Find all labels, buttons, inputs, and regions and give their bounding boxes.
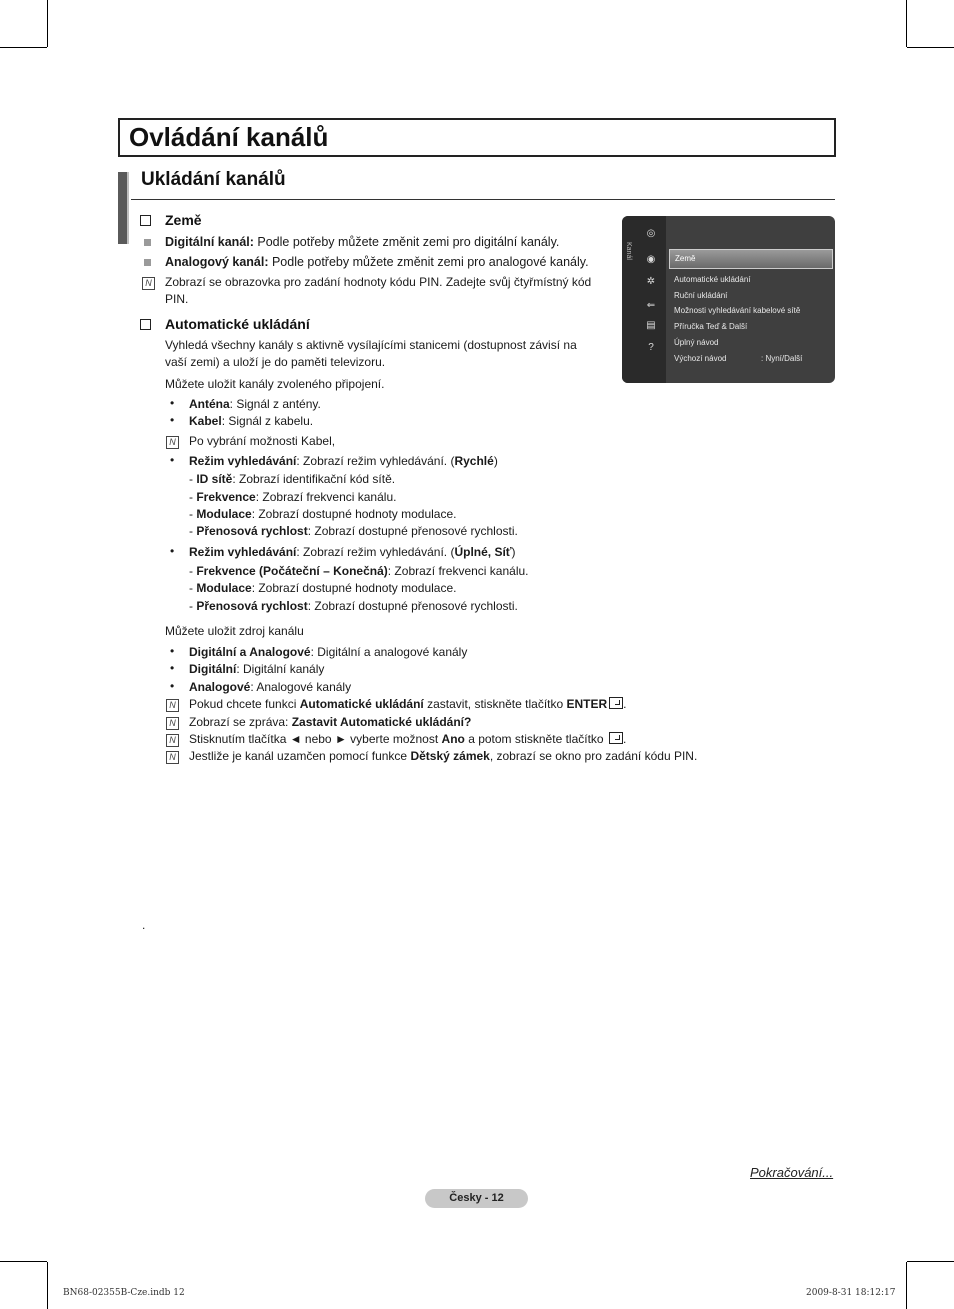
note-icon: N [166, 734, 179, 747]
bullet: • [170, 396, 175, 410]
auto-intro: Vyhledá všechny kanály s aktivně vysílajícími stanicemi (dostupnost závisí na vaší zemi) a uloží je do paměti televizoru. [165, 338, 577, 369]
section-title: Ukládání kanálů [141, 169, 286, 190]
enter-icon [609, 697, 623, 709]
source-intro: Můžete uložit zdroj kanálu [165, 624, 304, 638]
tv-menu-item[interactable]: Příručka Teď & Další [674, 322, 748, 331]
crop-mark [907, 47, 954, 48]
auto-heading: Automatické ukládání [165, 316, 310, 332]
note-icon: N [142, 277, 155, 290]
note-icon: N [166, 751, 179, 764]
tv-menu-screenshot [622, 216, 835, 383]
network-id-item: - ID sítě: Zobrazí identifikační kód sítě. [189, 472, 396, 486]
enter-icon [609, 732, 623, 744]
select-yes-note: Stisknutím tlačítka ◄ nebo ► vyberte možnost Ano a potom stiskněte tlačítko . [189, 732, 627, 746]
bullet: • [170, 544, 175, 558]
square-bullet-icon [144, 259, 151, 266]
search-mode-quick: Režim vyhledávání: Zobrazí režim vyhledávání. (Rychlé) [189, 454, 498, 468]
channel-icon: ◉ [646, 254, 656, 265]
section-marker [118, 172, 127, 244]
tv-menu-item-value: : Nyní/Další [761, 354, 803, 363]
checkbox-icon [140, 215, 151, 226]
zeme-heading: Země [165, 212, 202, 228]
crop-mark [906, 0, 907, 47]
connection-intro: Můžete uložit kanály zvoleného připojení. [165, 377, 385, 391]
source-analog: Analogové: Analogové kanály [189, 680, 352, 694]
modulation-item-2: - Modulace: Zobrazí dostupné hodnoty modulace. [189, 581, 457, 595]
crop-mark [47, 1262, 48, 1309]
source-digital: Digitální: Digitální kanály [189, 662, 325, 676]
checkbox-icon [140, 319, 151, 330]
print-datetime: 2009-8-31 18:12:17 [806, 1288, 896, 1298]
tv-menu-item[interactable]: Možnosti vyhledávání kabelové sítě [674, 306, 801, 315]
zeme-analog-item: Analogový kanál: Podle potřeby můžete změnit zemi pro analogové kanály. [165, 255, 589, 269]
bullet: • [170, 644, 175, 658]
note-icon: N [166, 436, 179, 449]
crop-mark [47, 0, 48, 47]
section-rule [131, 199, 835, 200]
square-bullet-icon [144, 239, 151, 246]
tv-menu-item[interactable]: Výchozí návod [674, 354, 727, 363]
page-title-box [118, 118, 836, 157]
stop-message-note: Zobrazí se zpráva: Zastavit Automatické ukládání? [189, 715, 472, 729]
page-number-badge: Česky - 12 [425, 1189, 528, 1208]
support-icon: ? [648, 342, 654, 353]
bullet: • [170, 413, 175, 427]
frequency-item: - Frekvence: Zobrazí frekvenci kanálu. [189, 490, 397, 504]
child-lock-note: Jestliže je kanál uzamčen pomocí funkce Dětský zámek, zobrazí se okno pro zadání kódu PIN. [189, 749, 698, 763]
symbol-rate-item: - Přenosová rychlost: Zobrazí dostupné přenosové rychlosti. [189, 524, 518, 538]
modulation-item: - Modulace: Zobrazí dostupné hodnoty modulace. [189, 507, 457, 521]
crop-mark [0, 47, 47, 48]
tv-menu-item[interactable]: Automatické ukládání [674, 275, 751, 284]
picture-icon: ◎ [646, 228, 656, 239]
zeme-digital-item: Digitální kanál: Podle potřeby můžete změnit zemi pro digitální kanály. [165, 235, 560, 249]
input-icon: ⇐ [646, 300, 656, 311]
note-icon: N [166, 717, 179, 730]
antenna-item: Anténa: Signál z antény. [189, 397, 321, 411]
tv-menu-item[interactable]: Ruční ukládání [674, 291, 728, 300]
tv-menu-selected-item[interactable]: Země [669, 249, 833, 269]
cable-item: Kabel: Signál z kabelu. [189, 414, 314, 428]
frequency-range-item: - Frekvence (Počáteční – Konečná): Zobrazí frekvenci kanálu. [189, 564, 529, 578]
stray-dot: . [142, 918, 146, 932]
search-mode-full: Režim vyhledávání: Zobrazí režim vyhledávání. (Úplné, Síť) [189, 545, 516, 559]
cable-note: Po vybrání možnosti Kabel, [189, 434, 336, 448]
crop-mark [907, 1261, 954, 1262]
section-marker-shade [127, 172, 129, 244]
setup-icon: ✲ [646, 276, 656, 287]
stop-note: Pokud chcete funkci Automatické ukládání zastavit, stiskněte tlačítko ENTER . [189, 697, 627, 711]
print-file-name: BN68-02355B-Cze.indb 12 [63, 1288, 185, 1298]
crop-mark [0, 1261, 47, 1262]
continued-link: Pokračování... [750, 1165, 834, 1180]
bullet: • [170, 679, 175, 693]
bullet: • [170, 661, 175, 675]
bullet: • [170, 453, 175, 467]
zeme-note: Zobrazí se obrazovka pro zadání hodnoty kódu PIN. Zadejte svůj čtyřmístný kód PIN. [165, 275, 592, 306]
symbol-rate-item-2: - Přenosová rychlost: Zobrazí dostupné přenosové rychlosti. [189, 599, 518, 613]
tv-menu-side-label: Kanál [625, 242, 632, 260]
crop-mark [906, 1262, 907, 1309]
tv-menu-item[interactable]: Úplný návod [674, 338, 719, 347]
application-icon: ▤ [646, 320, 656, 331]
note-icon: N [166, 699, 179, 712]
page-title: Ovládání kanálů [129, 122, 329, 152]
source-digital-analog: Digitální a Analogové: Digitální a analogové kanály [189, 645, 468, 659]
